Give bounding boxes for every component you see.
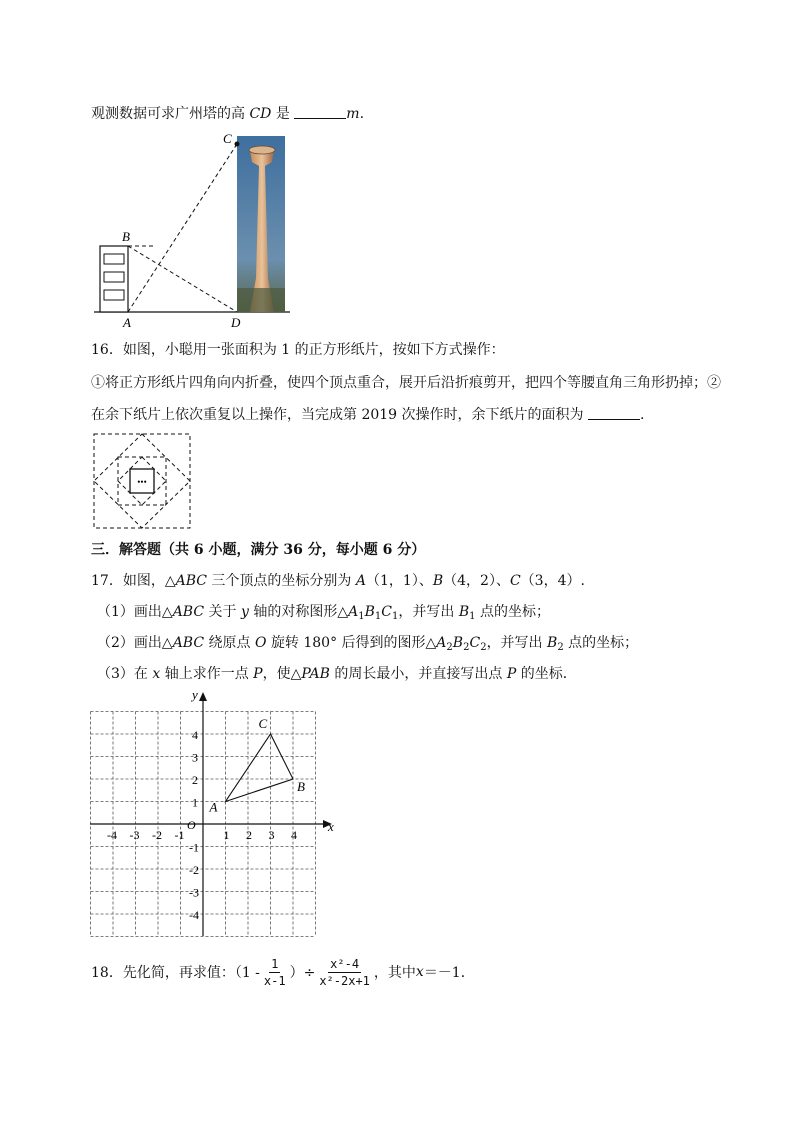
q15-text-a: 观测数据可求广州塔的高 [91, 106, 250, 122]
fraction-2-numerator: x²-4 [330, 956, 360, 971]
s1-b: 关于 [204, 604, 241, 620]
ellipsis-dots: ••• [137, 477, 147, 487]
q16-line2-text: 在余下纸片上依次重复以上操作，当完成第 2019 次操作时，余下纸片的面积为 [91, 407, 588, 423]
q15-text [91, 104, 364, 124]
s1-b1: B [364, 604, 375, 620]
q18-suffix-a: ，其中 [373, 965, 416, 981]
x-tick-label: -4 [107, 828, 117, 842]
x-tick-label: -2 [152, 828, 162, 842]
s2-b2: B [452, 635, 464, 651]
s1-a1-sub: 1 [358, 611, 365, 622]
q17-abc: ABC [175, 573, 207, 589]
fraction-2-denominator: x²-2x+1 [319, 973, 370, 988]
q17-sub2 [97, 633, 638, 658]
q15-unit: m [346, 106, 360, 122]
point-c-marker [235, 142, 240, 147]
s2-b: 绕原点 [204, 635, 255, 651]
s2-a2: A [436, 635, 447, 651]
fraction-1-numerator: 1 [271, 956, 279, 971]
y-tick-label: 4 [192, 728, 198, 742]
s3-x: x [152, 666, 161, 682]
fraction-1-denominator: x-1 [263, 973, 286, 988]
s3-a: （3）在 [97, 666, 153, 682]
y-tick-label: -2 [189, 863, 199, 877]
fraction-2 [317, 956, 372, 989]
q18-prefix: 18．先化简，再求值：（1 - [91, 965, 260, 981]
q17-b-coord: （4，2）、 [443, 573, 510, 589]
y-tick-label: -1 [189, 840, 199, 855]
y-tick-label: 3 [192, 750, 198, 765]
q16-line2-end: . [639, 407, 645, 423]
triangle-abc [226, 734, 294, 802]
s1-b1b-sub: 1 [469, 611, 476, 622]
s2-a2-sub: 2 [446, 642, 453, 653]
q17-a: A [355, 573, 366, 589]
q15-text-is: 是 [271, 106, 295, 122]
s2-b2b: B [547, 635, 558, 651]
q15-figure [90, 128, 300, 332]
origin-label: O [187, 818, 196, 832]
s3-e: 的坐标． [516, 666, 577, 682]
s1-y: y [240, 604, 249, 620]
s1-c1-sub: 1 [392, 611, 399, 622]
y-tick-label: 1 [192, 795, 198, 810]
q17-p2: 三个顶点的坐标分别为 [206, 573, 356, 589]
x-tick-label: 4 [291, 828, 297, 842]
y-tick-label: 2 [192, 773, 198, 787]
s1-c: 轴的对称图形△ [248, 604, 349, 620]
s1-abc: ABC [172, 604, 205, 620]
x-tick-label: 3 [268, 828, 275, 842]
q18-mid: ）÷ [289, 965, 316, 981]
s1-a1: A [348, 604, 359, 620]
s2-c2: C [469, 635, 481, 651]
q15-var-cd: CD [249, 106, 272, 122]
q16-figure [92, 432, 192, 530]
s2-e: 点的坐标； [563, 635, 639, 651]
coordinate-grid [88, 686, 338, 938]
q16-answer-blank [588, 405, 640, 420]
x-tick-labels [107, 828, 297, 842]
y-axis-label: y [192, 687, 198, 702]
s1-b1b: B [458, 604, 470, 620]
q17-sub3 [97, 664, 577, 684]
s2-a: （2）画出△ [97, 635, 173, 651]
s2-c: 旋转 180° 后得到的图形△ [266, 635, 437, 651]
s1-b1-sub: 1 [374, 611, 382, 622]
label-a: A [123, 315, 131, 330]
q16-line1: ①将正方形纸片四角向内折叠，使四个顶点重合，展开后沿折痕剪开，把四个等腰直角三角形扔掉；② [91, 375, 721, 391]
label-c: C [223, 131, 232, 146]
q18-suffix-b: ＝－1． [423, 965, 475, 981]
y-axis-arrow [199, 692, 207, 701]
s3-p2: P [506, 666, 517, 682]
y-tick-label: -3 [189, 885, 199, 900]
building-window-2 [104, 272, 124, 282]
s3-p: P [253, 666, 263, 682]
tower-top [249, 146, 275, 154]
q17-a-coord: （1，1）、 [366, 573, 433, 589]
point-label-c: C [258, 716, 268, 731]
y-tick-label: -4 [189, 908, 199, 922]
tower-trees [237, 288, 285, 312]
s3-pab: PAB [301, 666, 330, 682]
building-window-1 [104, 254, 124, 264]
q18-suffix-x: x [415, 964, 424, 980]
q18-line [91, 950, 475, 994]
q17-c-coord: （3，4）. [520, 573, 585, 589]
q17-p1: 17．如图，△ [91, 573, 176, 589]
s2-abc: ABC [172, 635, 205, 651]
label-d: D [231, 315, 241, 330]
q17-stem [91, 571, 585, 591]
q17-c: C [509, 573, 521, 589]
s3-c: ，使△ [262, 666, 302, 682]
x-tick-label: -3 [129, 828, 140, 842]
sight-line-a-c [128, 144, 237, 312]
label-b: B [122, 229, 130, 244]
point-label-a: A [209, 799, 218, 815]
q16-line2 [91, 405, 644, 425]
x-tick-label: 1 [223, 828, 230, 842]
fraction-1 [262, 956, 288, 989]
q16-title: 16．如图，小聪用一张面积为 1 的正方形纸片，按如下方式操作： [91, 342, 505, 358]
s3-d: 的周长最小，并直接写出点 [329, 666, 507, 682]
s1-a: （1）画出△ [97, 604, 173, 620]
s2-o: O [254, 635, 267, 651]
q17-b: B [432, 573, 444, 589]
s2-c2-sub: 2 [480, 642, 487, 653]
q17-sub1 [97, 602, 550, 627]
s2-d: ，并写出 [486, 635, 548, 651]
sight-line-b-d [128, 246, 237, 312]
x-axis-label: x [328, 819, 334, 834]
s1-e: 点的坐标； [475, 604, 550, 620]
point-labels [209, 716, 306, 815]
building-window-3 [104, 290, 124, 300]
s1-c1: C [381, 604, 392, 620]
q15-answer-blank [294, 104, 346, 119]
x-tick-label: 2 [246, 828, 252, 842]
s2-b2b-sub: 2 [557, 642, 564, 653]
x-tick-label: -1 [174, 828, 185, 842]
q15-end: . [359, 106, 365, 122]
s1-d: ，并写出 [398, 604, 459, 620]
s2-b2-sub: 2 [463, 642, 470, 653]
point-label-b: B [297, 779, 305, 794]
section3-title: 三．解答题（共 6 小题，满分 36 分，每小题 6 分） [91, 542, 426, 558]
s3-b: 轴上求作一点 [160, 666, 254, 682]
